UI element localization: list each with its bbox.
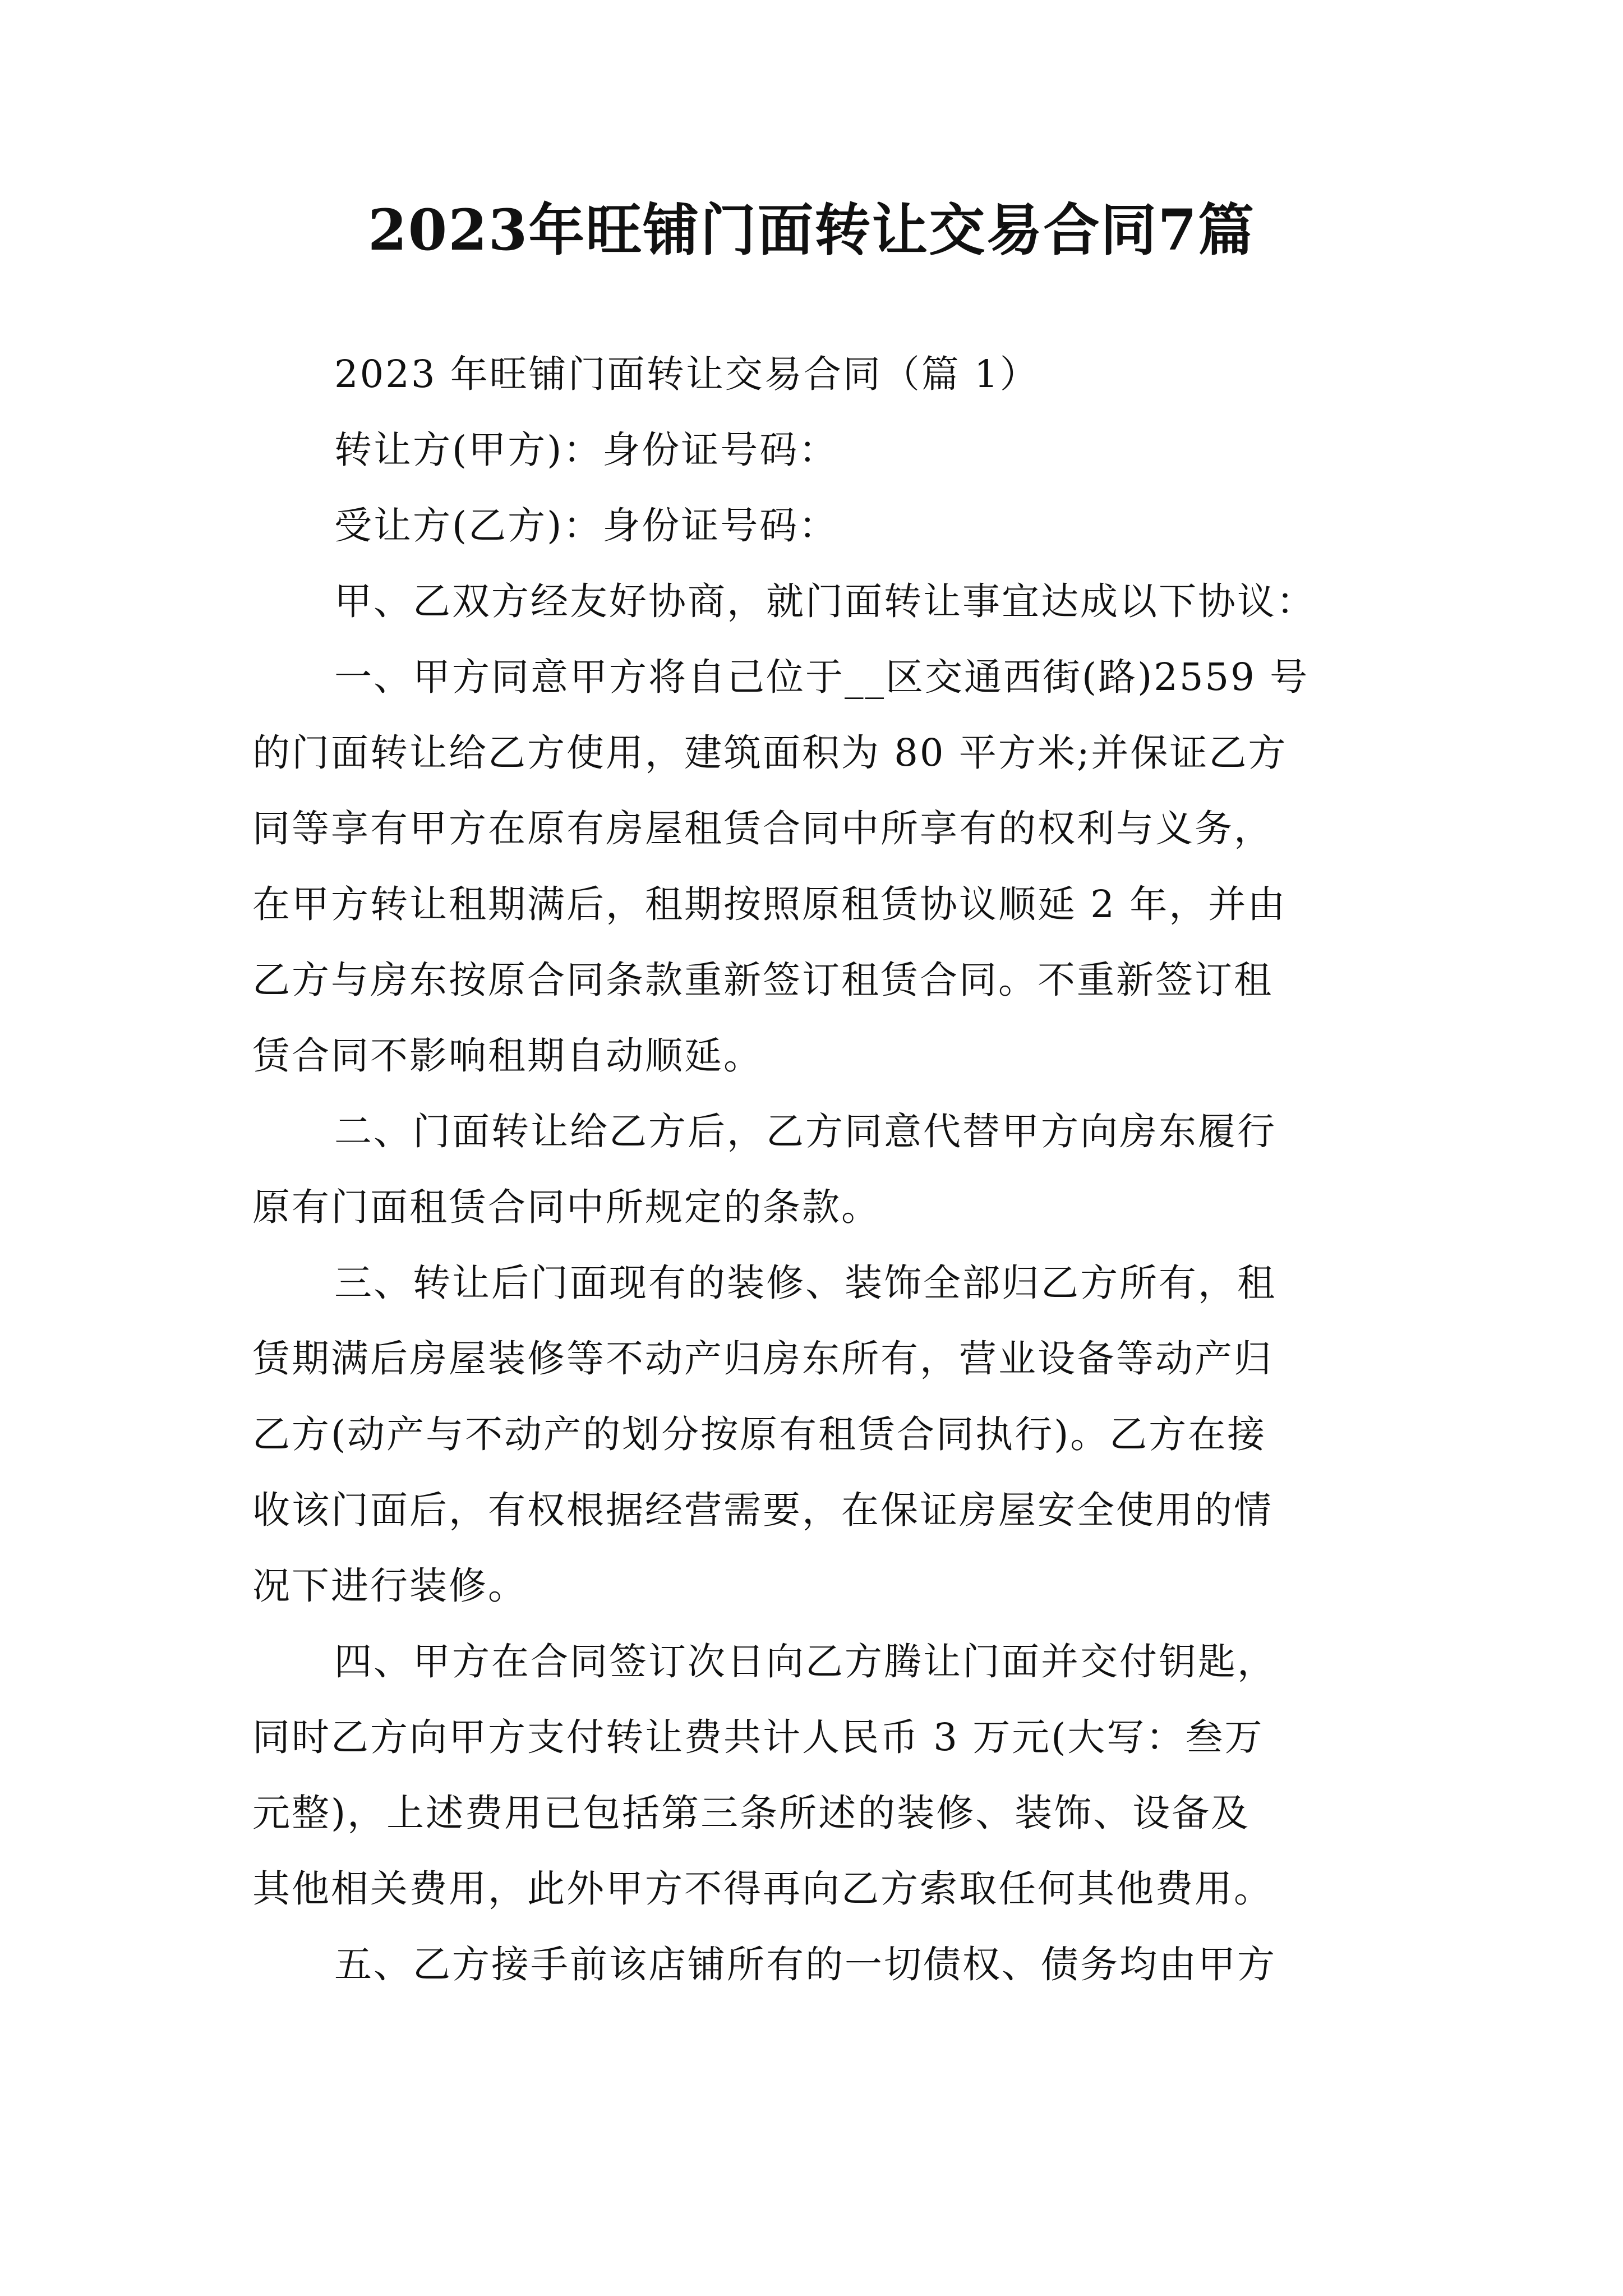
text-line: 原有门面租赁合同中所规定的条款。 [252,1185,880,1229]
text-line: 收该门面后，有权根据经营需要，在保证房屋安全使用的情 [252,1488,1273,1532]
text-line: 其他相关费用，此外甲方不得再向乙方索取任何其他费用。 [252,1867,1273,1911]
text-line: 四、甲方在合同签订次日向乙方腾让门面并交付钥匙， [334,1640,1276,1683]
text-line: 二、门面转让给乙方后，乙方同意代替甲方向房东履行 [334,1110,1276,1153]
text-line: 五、乙方接手前该店铺所有的一切债权、债务均由甲方 [334,1943,1276,1986]
text-line: 赁期满后房屋装修等不动产归房东所有，营业设备等动产归 [252,1337,1273,1381]
text-line: 元整)，上述费用已包括第三条所述的装修、装饰、设备及 [252,1791,1251,1835]
text-line: 乙方与房东按原合同条款重新签订租赁合同。不重新签订租 [252,958,1273,1002]
text-line: 2023 年旺铺门面转让交易合同（篇 1） [334,352,1039,396]
text-line: 一、甲方同意甲方将自己位于__区交通西街(路)2559 号 [334,655,1310,699]
text-line: 乙方(动产与不动产的划分按原有租赁合同执行)。乙方在接 [252,1412,1267,1456]
document-body [252,337,1391,2003]
text-line: 转让方(甲方)：身份证号码： [334,428,838,472]
text-line: 三、转让后门面现有的装修、装饰全部归乙方所有，租 [334,1261,1276,1305]
text-line: 同时乙方向甲方支付转让费共计人民币 3 万元(大写：叁万 [252,1715,1264,1759]
text-line: 况下进行装修。 [252,1564,527,1608]
text-line: 的门面转让给乙方使用，建筑面积为 80 平方米;并保证乙方 [252,731,1288,775]
document-title: 2023年旺铺门面转让交易合同7篇 [368,197,1255,263]
text-line: 同等享有甲方在原有房屋租赁合同中所享有的权利与义务， [252,807,1273,850]
text-line: 赁合同不影响租期自动顺延。 [252,1034,763,1078]
text-line: 甲、乙双方经友好协商，就门面转让事宜达成以下协议： [334,579,1316,623]
text-line: 在甲方转让租期满后，租期按照原租赁协议顺延 2 年，并由 [252,882,1287,926]
text-line: 受让方(乙方)：身份证号码： [334,504,838,547]
